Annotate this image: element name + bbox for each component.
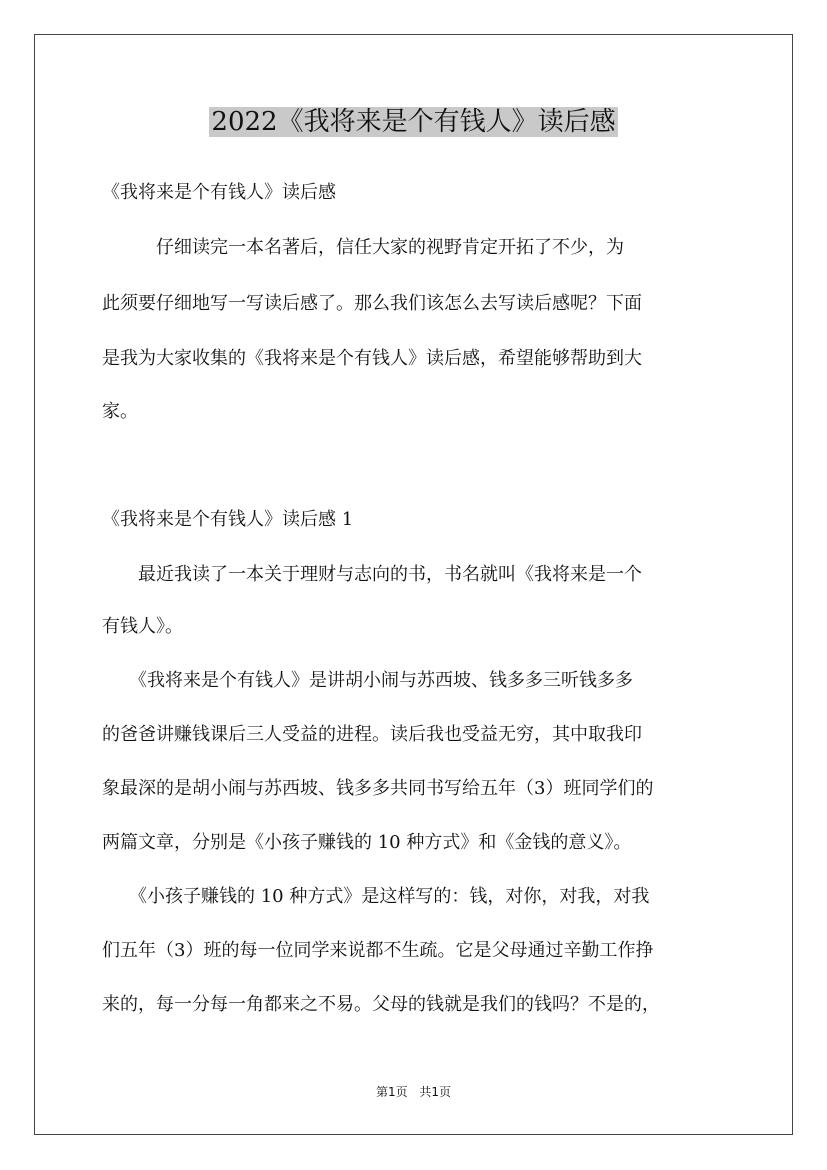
page-footer [0,1083,827,1100]
document-title [0,100,827,144]
paragraph-line: 《我将来是个有钱人》是讲胡小闹与苏西坡、钱多多三听钱多多 [102,670,633,691]
paragraph-line: 有钱人》。 [102,616,183,637]
page-total: 共1页 [419,1085,452,1099]
subtitle-line: 《我将来是个有钱人》读后感 [102,182,336,203]
page-number: 第1页 [375,1085,408,1099]
paragraph-line: 的爸爸讲赚钱课后三人受益的进程。读后我也受益无穷，其中取我印 [102,724,642,745]
paragraph-line: 仔细读完一本名著后，信任大家的视野肯定开拓了不少，为 [102,237,624,258]
paragraph-line: 此须要仔细地写一写读后感了。那么我们该怎么去写读后感呢？下面 [102,293,642,314]
paragraph-line: 家。 [102,401,138,422]
title-text: 2022《我将来是个有钱人》读后感 [211,107,616,137]
paragraph-line: 们五年（3）班的每一位同学来说都不生疏。它是父母通过辛勤工作挣 [102,940,654,961]
paragraph-line: 两篇文章，分别是《小孩子赚钱的 10 种方式》和《金钱的意义》。 [102,832,632,853]
paragraph-line: 象最深的是胡小闹与苏西坡、钱多多共同书写给五年（3）班同学们的 [102,778,654,799]
paragraph-line: 来的，每一分每一角都来之不易。父母的钱就是我们的钱吗？不是的， [102,994,660,1015]
paragraph-line: 是我为大家收集的《我将来是个有钱人》读后感，希望能够帮助到大 [102,348,642,369]
section-heading: 《我将来是个有钱人》读后感 1 [102,509,354,530]
paragraph-line: 《小孩子赚钱的 10 种方式》是这样写的：钱，对你，对我，对我 [102,886,650,907]
paragraph-line: 最近我读了一本关于理财与志向的书，书名就叫《我将来是一个 [102,564,642,585]
